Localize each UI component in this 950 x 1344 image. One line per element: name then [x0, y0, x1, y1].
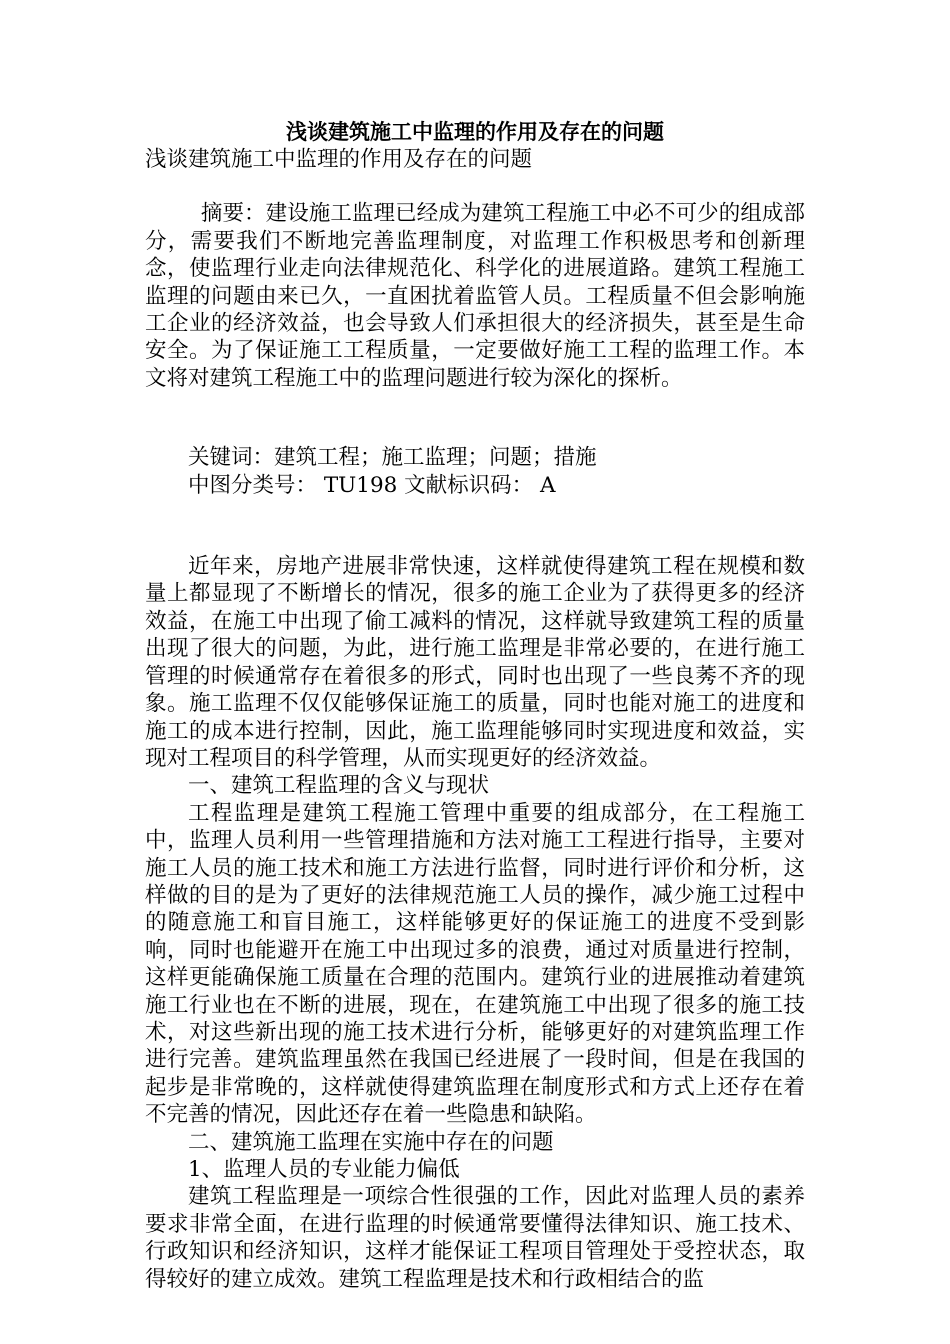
classification-line: 中图分类号： TU198 文献标识码： A	[188, 472, 556, 498]
section1-paragraph: 工程监理是建筑工程施工管理中重要的组成部分，在工程施工中，监理人员利用一些管理措施和方法对施工工程进行指导，主要对施工人员的施工技术和施工方法进行监督，同时进行评价和分析，这样做的目的是为了更好的法律规范施工人员的操作，减少施工过程中的随意施工和盲目施工，这样能够更好的保证施工的进度不受到影响，同时也能避开在施工中出现过多的浪费，通过对质量进行控制，这样更能确保施工质量在合理的范围内。建筑行业的进展推动着建筑施工行业也在不断的进展，现在，在建筑施工中出现了很多的施工技术，对这些新出现的施工技术进行分析，能够更好的对建筑监理工作进行完善。建筑监理虽然在我国已经进展了一段时间，但是在我国的起步是非常晚的，这样就使得建筑监理在制度形式和方式上还存在着不完善的情况，因此还存在着一些隐患和缺陷。	[145, 800, 805, 1128]
intro-paragraph: 近年来，房地产进展非常快速，这样就使得建筑工程在规模和数量上都显现了不断增长的情况，很多的施工企业为了获得更多的经济效益，在施工中出现了偷工减料的情况，这样就导致建筑工程的质量出现了很大的问题，为此，进行施工监理是非常必要的，在进行施工管理的时候通常存在着很多的形式，同时也出现了一些良莠不齐的现象。施工监理不仅仅能够保证施工的质量，同时也能对施工的进度和施工的成本进行控制，因此，施工监理能够同时实现进度和效益，实现对工程项目的科学管理，从而实现更好的经济效益。	[145, 554, 805, 771]
section2-subheading: 1、监理人员的专业能力偏低	[188, 1157, 460, 1182]
document-page	[145, 118, 805, 1293]
spacer	[145, 173, 805, 200]
document-subtitle: 浅谈建筑施工中监理的作用及存在的问题	[145, 147, 533, 172]
document-title: 浅谈建筑施工中监理的作用及存在的问题	[286, 119, 664, 144]
spacer	[145, 392, 805, 444]
section2-heading: 二、建筑施工监理在实施中存在的问题	[188, 1129, 554, 1155]
spacer	[145, 499, 805, 553]
section1-heading: 一、建筑工程监理的含义与现状	[188, 773, 490, 799]
keywords-line: 关键词：建筑工程；施工监理；问题；措施	[188, 445, 597, 471]
section2-paragraph: 建筑工程监理是一项综合性很强的工作，因此对监理人员的素养要求非常全面，在进行监理的时候通常要懂得法律知识、施工技术、行政知识和经济知识，这样才能保证工程项目管理处于受控状态，取得较好的建立成效。建筑工程监理是技术和行政相结合的监	[145, 1184, 805, 1292]
abstract-paragraph: 摘要：建设施工监理已经成为建筑工程施工中必不可少的组成部分，需要我们不断地完善监理制度，对监理工作积极思考和创新理念，使监理行业走向法律规范化、科学化的进展道路。建筑工程施工监理的问题由来已久，一直困扰着监管人员。工程质量不但会影响施工企业的经济效益，也会导致人们承担很大的经济损失，甚至是生命安全。为了保证施工工程质量，一定要做好施工工程的监理工作。本文将对建筑工程施工中的监理问题进行较为深化的探析。	[145, 201, 805, 391]
